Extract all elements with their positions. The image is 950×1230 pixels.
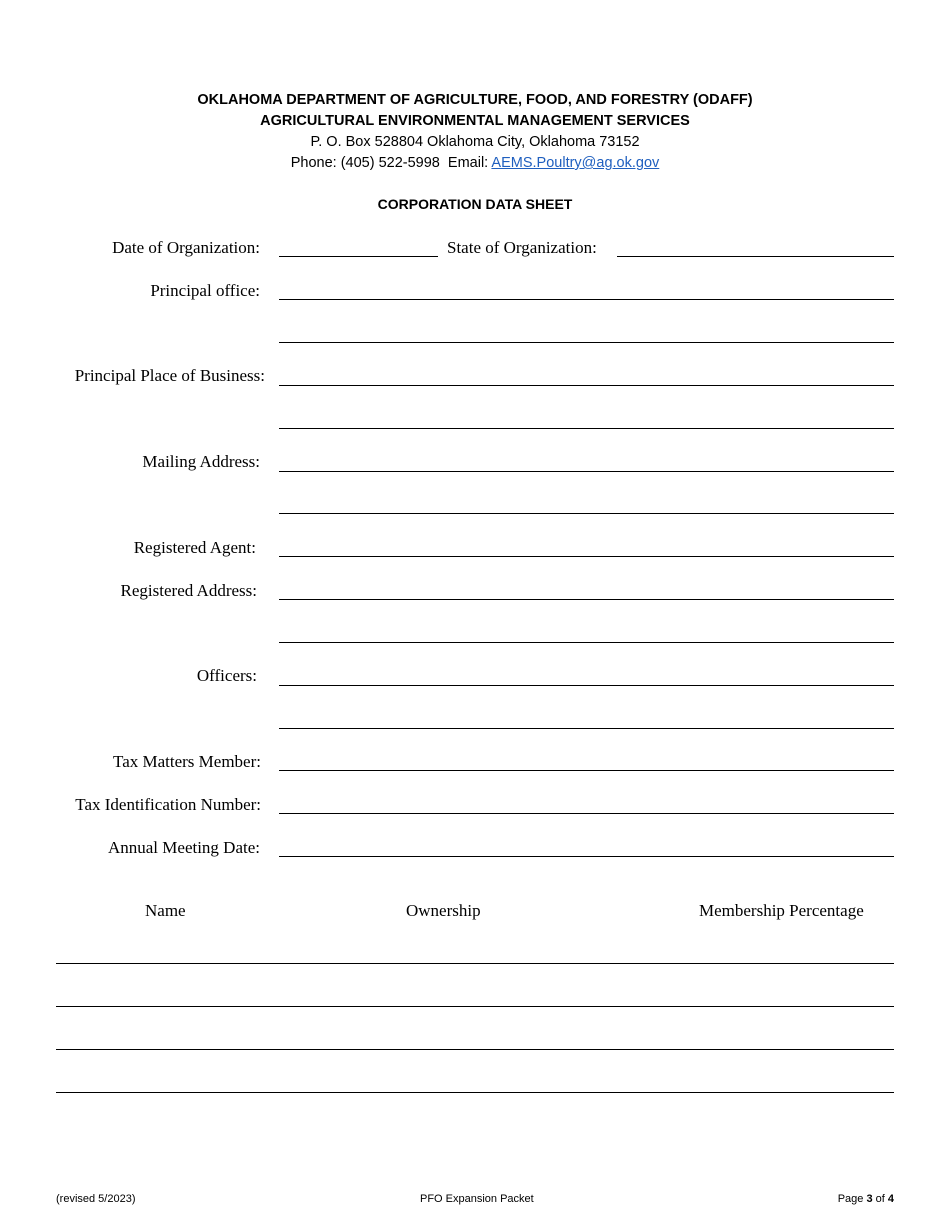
page-number <box>838 1192 894 1206</box>
annual-meeting-date-label: Annual Meeting Date: <box>107 838 260 857</box>
table-row[interactable] <box>56 963 894 964</box>
annual-meeting-date-field[interactable] <box>279 856 894 857</box>
mailing-address-field-1[interactable] <box>279 471 894 472</box>
tax-identification-number-label: Tax Identification Number: <box>75 795 261 814</box>
table-row[interactable] <box>56 1006 894 1007</box>
column-header-name: Name <box>145 901 186 920</box>
state-of-organization-field[interactable] <box>617 256 894 257</box>
packet-name: PFO Expansion Packet <box>420 1193 534 1205</box>
date-of-organization-field[interactable] <box>279 256 438 257</box>
column-header-ownership: Ownership <box>406 901 481 920</box>
principal-place-of-business-field-1[interactable] <box>279 385 894 386</box>
principal-office-field-2[interactable] <box>279 342 894 343</box>
tax-identification-number-field[interactable] <box>279 813 894 814</box>
registered-agent-field[interactable] <box>279 556 894 557</box>
agency-name: OKLAHOMA DEPARTMENT OF AGRICULTURE, FOOD, AND FORESTRY (ODAFF) <box>197 92 753 108</box>
phone-text: Phone: (405) 522-5998 Email: <box>290 155 492 171</box>
division-name: AGRICULTURAL ENVIRONMENTAL MANAGEMENT SERVICES <box>260 113 690 129</box>
page-of: of <box>872 1193 888 1205</box>
revision-date: (revised 5/2023) <box>56 1193 136 1205</box>
principal-office-field-1[interactable] <box>279 299 894 300</box>
page-total: 4 <box>887 1193 894 1205</box>
table-row[interactable] <box>56 1092 894 1093</box>
officers-field-2[interactable] <box>279 728 894 729</box>
column-header-membership-percentage: Membership Percentage <box>699 901 864 920</box>
officers-field-1[interactable] <box>279 685 894 686</box>
page-prefix: Page <box>837 1193 867 1205</box>
tax-matters-member-field[interactable] <box>279 770 894 771</box>
principal-place-of-business-label: Principal Place of Business: <box>74 366 265 385</box>
contact-line <box>0 153 950 174</box>
registered-address-label: Registered Address: <box>120 581 257 600</box>
page-current: 3 <box>866 1193 873 1205</box>
table-row[interactable] <box>56 1049 894 1050</box>
principal-office-label: Principal office: <box>150 281 260 300</box>
principal-place-of-business-field-2[interactable] <box>279 428 894 429</box>
email-link[interactable]: AEMS.Poultry@ag.ok.gov <box>491 155 660 171</box>
date-of-organization-label: Date of Organization: <box>112 238 260 257</box>
officers-label: Officers: <box>196 666 257 685</box>
registered-address-field-2[interactable] <box>279 642 894 643</box>
registered-agent-label: Registered Agent: <box>133 538 256 557</box>
mailing-address-field-2[interactable] <box>279 513 894 514</box>
registered-address-field-1[interactable] <box>279 599 894 600</box>
mailing-address-line: P. O. Box 528804 Oklahoma City, Oklahoma 73152 <box>310 134 640 150</box>
state-of-organization-label: State of Organization: <box>447 238 597 257</box>
tax-matters-member-label: Tax Matters Member: <box>113 752 261 771</box>
mailing-address-label: Mailing Address: <box>142 452 260 471</box>
page-title: CORPORATION DATA SHEET <box>377 196 573 212</box>
